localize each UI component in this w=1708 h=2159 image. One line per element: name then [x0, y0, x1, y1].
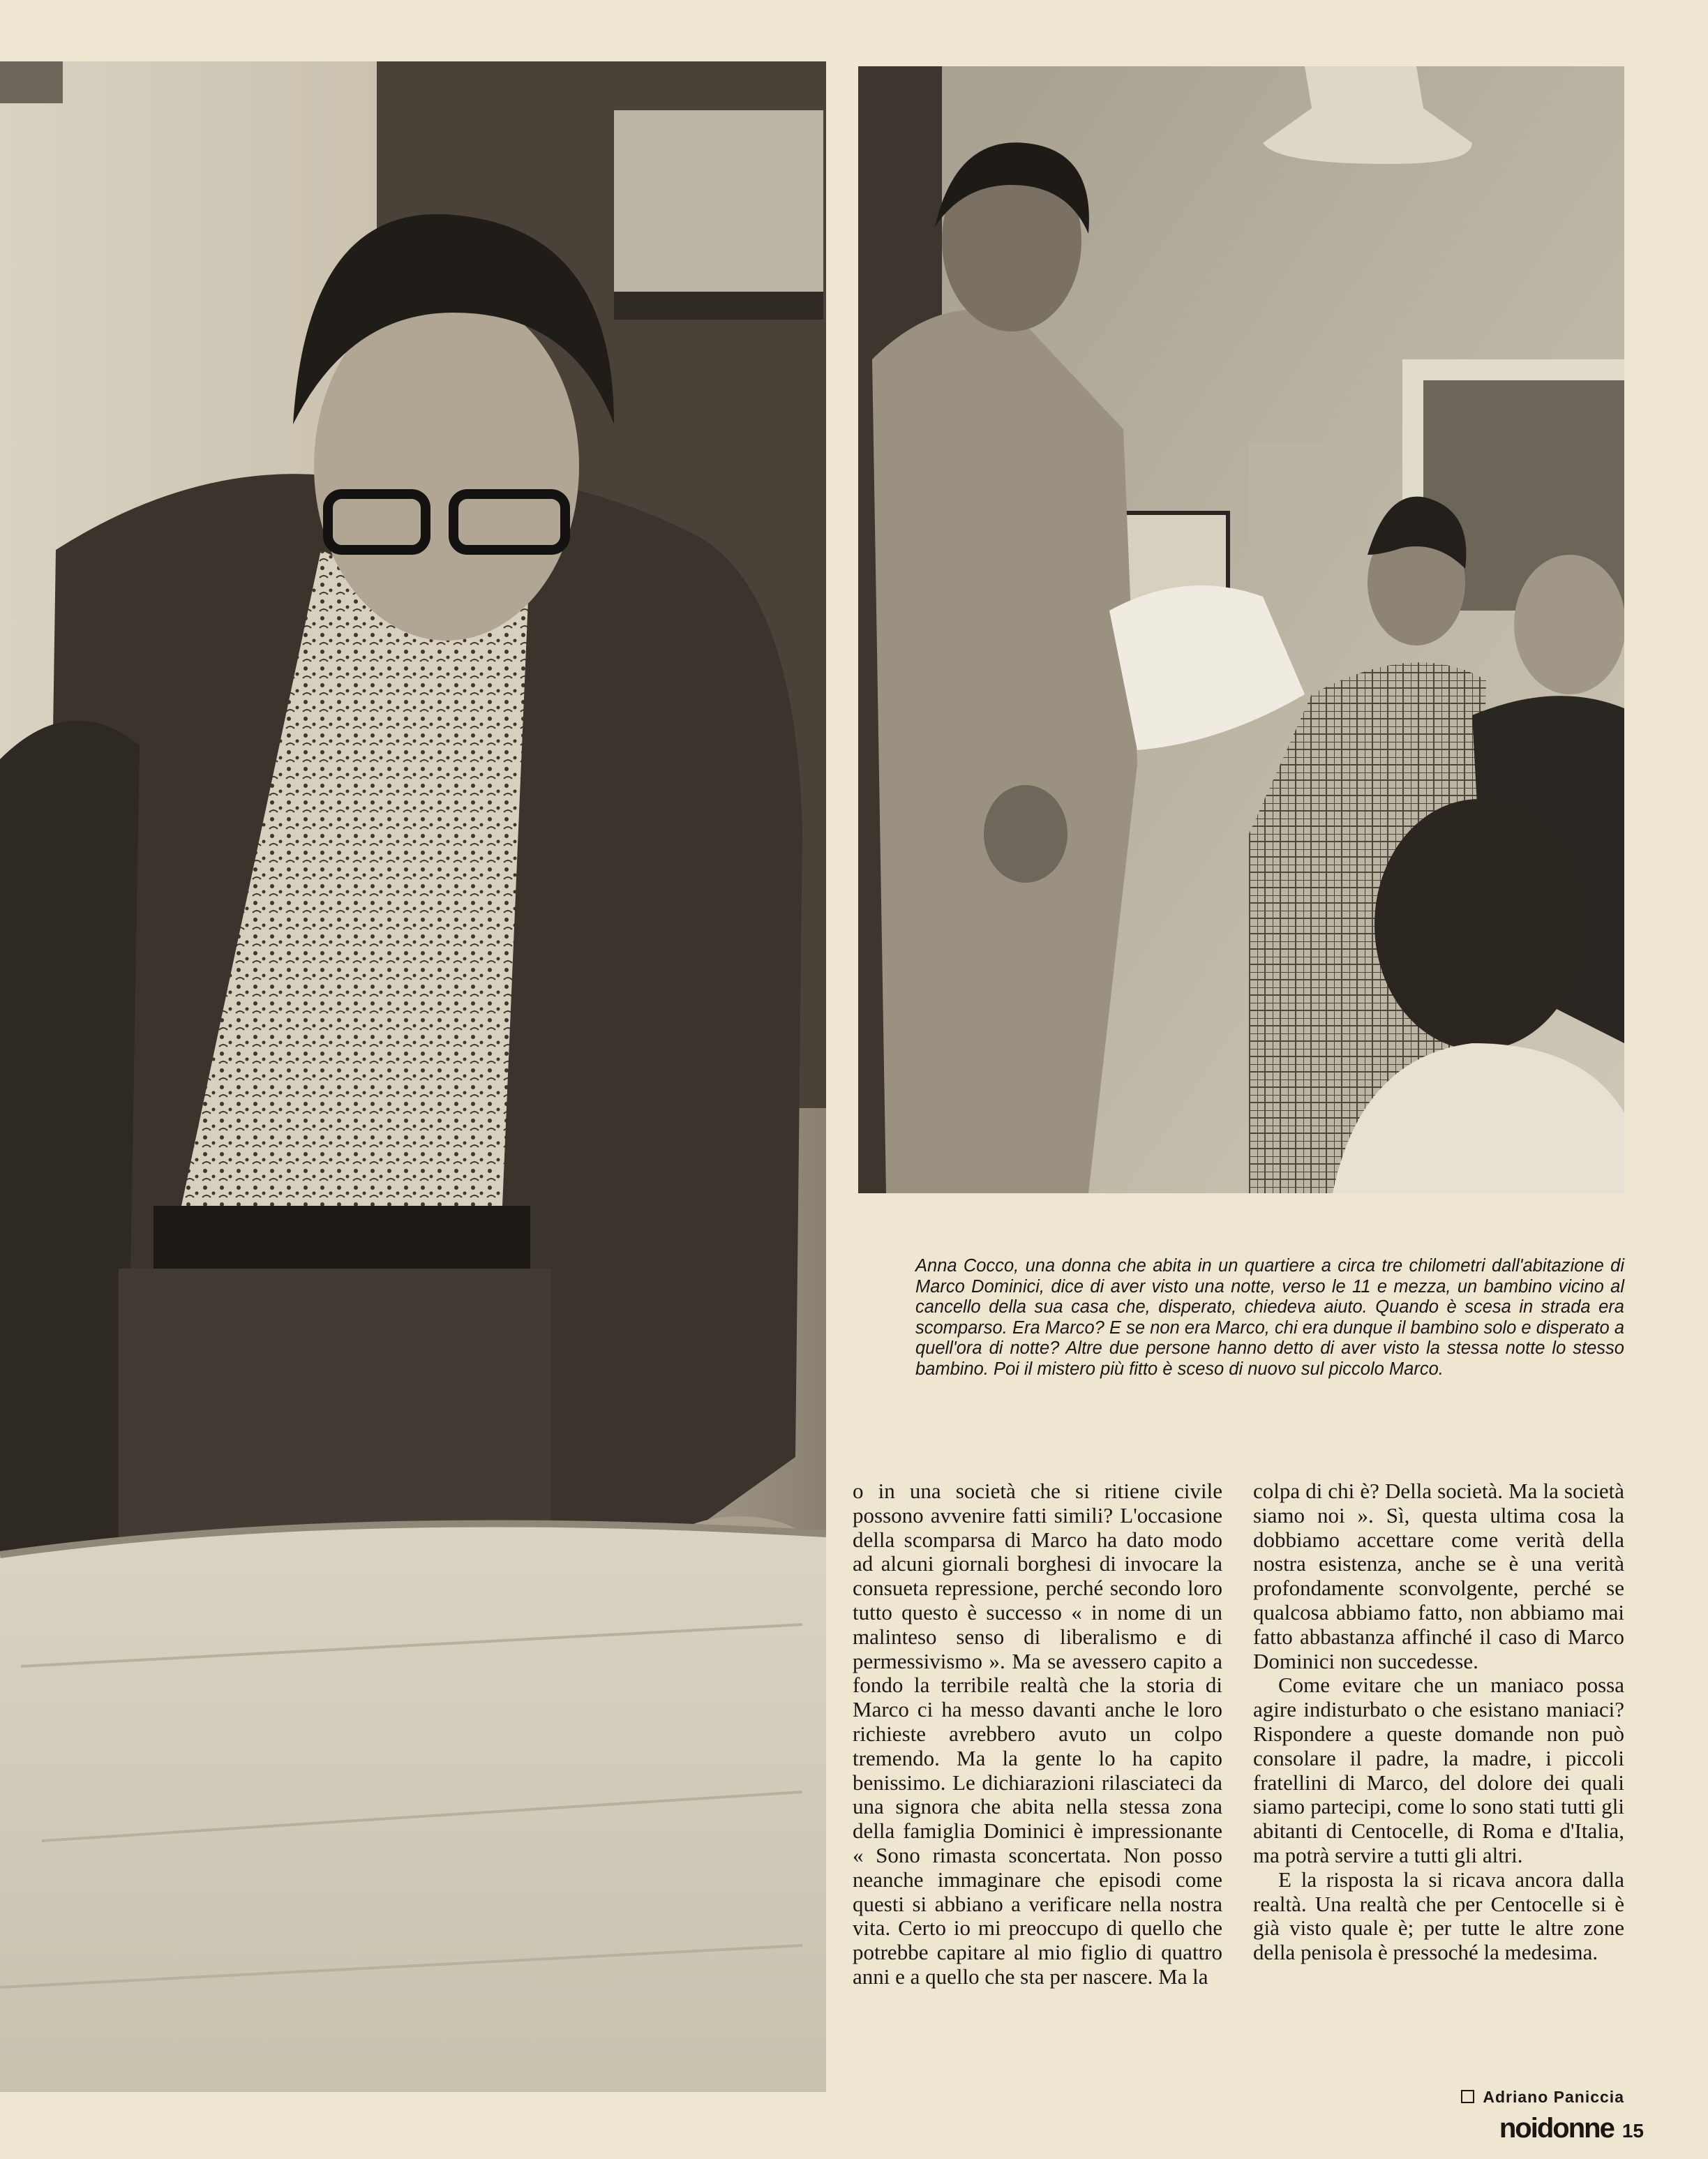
page-number: 15 [1621, 2120, 1644, 2142]
page-footer [1462, 2113, 1644, 2146]
article-paragraph: Come evitare che un maniaco possa agire indisturbato o che esistano maniaci? Rispondere a queste domande non può consolare il padre, la madre, i piccoli fratellini di Marco, del dolore dei quali siamo partecipi, come lo sono stati tutti gli abitanti di Centocelle, di Roma e d'Italia, ma potrà servire a tutti gli altri. [1253, 1673, 1624, 1867]
article-paragraph: colpa di chi è? Della società. Ma la società siamo noi ». Sì, questa ultima cosa la dobbiamo accettare come verità della nostra esistenza, anche se è una verità profondamente sconvolgente, perché se qualcosa abbiamo fatto, non abbiamo mai fatto abbastanza affinché il caso di Marco Dominici non succedesse. [1253, 1479, 1624, 1673]
magazine-name: noidonne [1499, 2113, 1614, 2144]
article-paragraph: o in una società che si ritiene civile possono avvenire fatti simili? L'occasione della scomparsa di Marco ha dato modo ad alcuni giornali borghesi di invocare la consueta repressione, perché secondo loro tutto questo è successo « in nome di un malinteso senso di liberalismo e di permessivismo ». Ma se avessero capito a fondo la terribile realtà che la storia di Marco ci ha messo davanti anche le loro richieste avrebbero avuto un colpo tremendo. Ma la gente lo ha capito benissimo. Le dichiarazioni rilasciateci da una signora che abita nella stessa zona della famiglia Dominici è impressionante « Sono rimasta sconcertata. Non posso neanche immaginare che episodi come questi si abbiano a verificare nella nostra vita. Certo io mi preoccupo di quello che potrebbe capitare al mio figlio di quattro anni e a quello che sta per nascere. Ma la [853, 1479, 1222, 1989]
author-name: Adriano Paniccia [1483, 2088, 1624, 2106]
byline [1430, 2088, 1624, 2107]
article-paragraph: E la risposta la si ricava ancora dalla realtà. Una realtà che per Centocelle si è già visto quale è; per tutte le altre zone della penisola è pressoché la medesima. [1253, 1867, 1624, 1965]
end-square-icon [1461, 2090, 1474, 2103]
photo-caption: Anna Cocco, una donna che abita in un quartiere a circa tre chilometri dall'abitazione di Marco Dominici, dice di aver visto una notte, verso le 11 e mezza, un bambino vicino al cancello della sua casa che, disperato, chiedeva aiuto. Quando è scesa in strada era scomparso. Era Marco? E se non era Marco, chi era dunque il bambino solo e disperato a quell'ora di notte? Altre due persone hanno detto di aver visto la stessa notte lo stesso bambino. Poi il mistero più fitto è sceso di nuovo sul piccolo Marco. [915, 1256, 1624, 1379]
photo-interview-scene [858, 66, 1624, 1193]
article-column-2 [1253, 1479, 1624, 1965]
article-column-1 [853, 1479, 1222, 1989]
photo-man-with-glasses [0, 61, 826, 2092]
